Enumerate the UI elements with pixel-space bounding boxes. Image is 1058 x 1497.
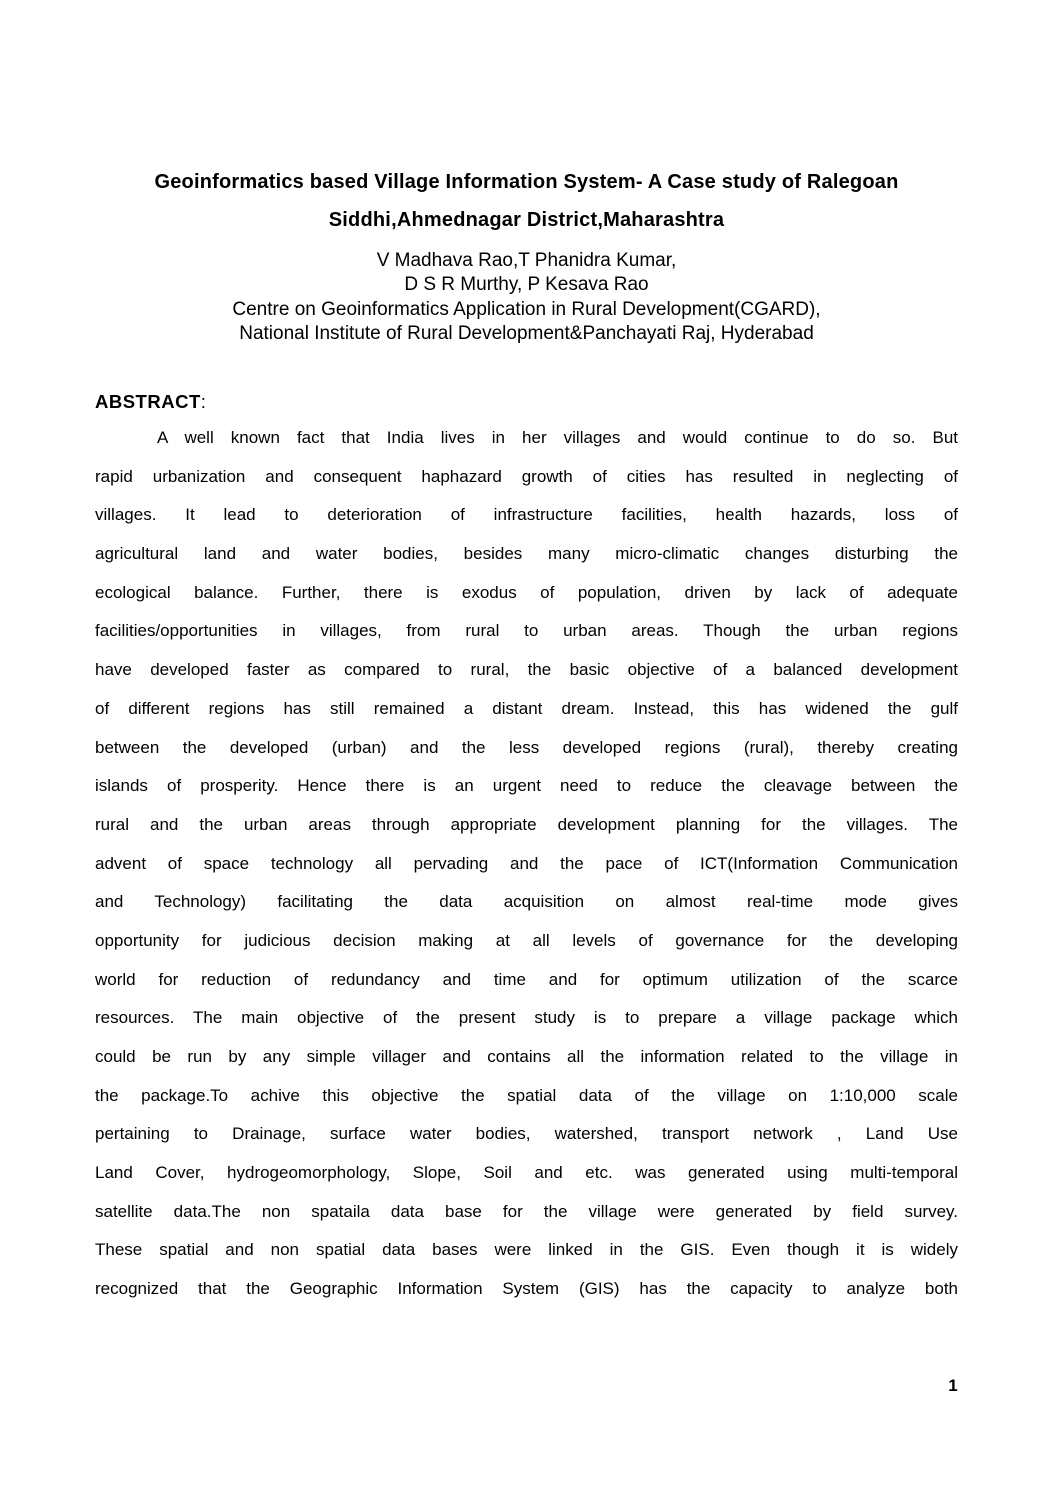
author-line-2: D S R Murthy, P Kesava Rao [404, 274, 649, 296]
abstract-body [95, 419, 958, 1309]
abstract-line-20: Land Cover, hydrogeomorphology, Slope, Soil and etc. was generated using multi-temporal [95, 1163, 958, 1183]
abstract-line-11: rural and the urban areas through appropriate development planning for the villages. The [95, 814, 958, 834]
abstract-line-19: pertaining to Drainage, surface water bodies, watershed, transport network , Land Use [95, 1124, 958, 1144]
abstract-line-13: and Technology) facilitating the data acquisition on almost real-time mode gives [95, 892, 958, 912]
abstract-heading [95, 390, 206, 414]
abstract-line-3: villages. It lead to deterioration of infrastructure facilities, health hazards, loss of [95, 505, 958, 525]
abstract-line-16: resources. The main objective of the present study is to prepare a village package which [95, 1008, 958, 1028]
abstract-line-6: facilities/opportunities in villages, from rural to urban areas. Though the urban regions [95, 621, 958, 641]
abstract-heading-colon: : [200, 391, 206, 412]
page-number: 1 [948, 1376, 958, 1395]
abstract-line-22: These spatial and non spatial data bases were linked in the GIS. Even though it is widely [95, 1240, 958, 1260]
authors-block [95, 249, 958, 347]
abstract-line-2: rapid urbanization and consequent haphazard growth of cities has resulted in neglecting of [95, 466, 958, 486]
abstract-line-23: recognized that the Geographic Information System (GIS) has the capacity to analyze both [95, 1279, 958, 1299]
paper-title [95, 163, 958, 239]
abstract-line-1: A well known fact that India lives in her villages and would continue to do so. But [157, 428, 958, 447]
abstract-line-15: world for reduction of redundancy and time and for optimum utilization of the scarce [95, 969, 958, 989]
abstract-line-12: advent of space technology all pervading and the pace of ICT(Information Communication [95, 853, 958, 873]
affiliation-line-2: National Institute of Rural Development&Panchayati Raj, Hyderabad [239, 323, 814, 345]
author-line-1: V Madhava Rao,T Phanidra Kumar, [376, 250, 677, 271]
abstract-line-8: of different regions has still remained a distant dream. Instead, this has widened the gulf [95, 698, 958, 718]
abstract-line-5: ecological balance. Further, there is exodus of population, driven by lack of adequate [95, 582, 958, 602]
abstract-line-17: could be run by any simple villager and contains all the information related to the village in [95, 1047, 958, 1066]
abstract-line-9: between the developed (urban) and the less developed regions (rural), thereby creating [95, 737, 958, 757]
abstract-line-14: opportunity for judicious decision making at all levels of governance for the developing [95, 930, 958, 950]
paper-title-line-2: Siddhi,Ahmednagar District,Maharashtra [328, 209, 725, 231]
paper-title-line-1: Geoinformatics based Village Information System- A Case study of Ralegoan [154, 171, 899, 193]
abstract-line-4: agricultural land and water bodies, besides many micro-climatic changes disturbing the [95, 544, 958, 564]
abstract-line-18: the package.To achive this objective the spatial data of the village on 1:10,000 scale [95, 1085, 958, 1105]
abstract-heading-label: ABSTRACT [95, 391, 201, 412]
abstract-line-7: have developed faster as compared to rural, the basic objective of a balanced development [95, 660, 958, 680]
abstract-line-21: satellite data.The non spataila data base for the village were generated by field survey. [95, 1201, 958, 1221]
affiliation-line-1: Centre on Geoinformatics Application in Rural Development(CGARD), [232, 298, 821, 320]
abstract-line-10: islands of prosperity. Hence there is an urgent need to reduce the cleavage between the [95, 776, 958, 796]
